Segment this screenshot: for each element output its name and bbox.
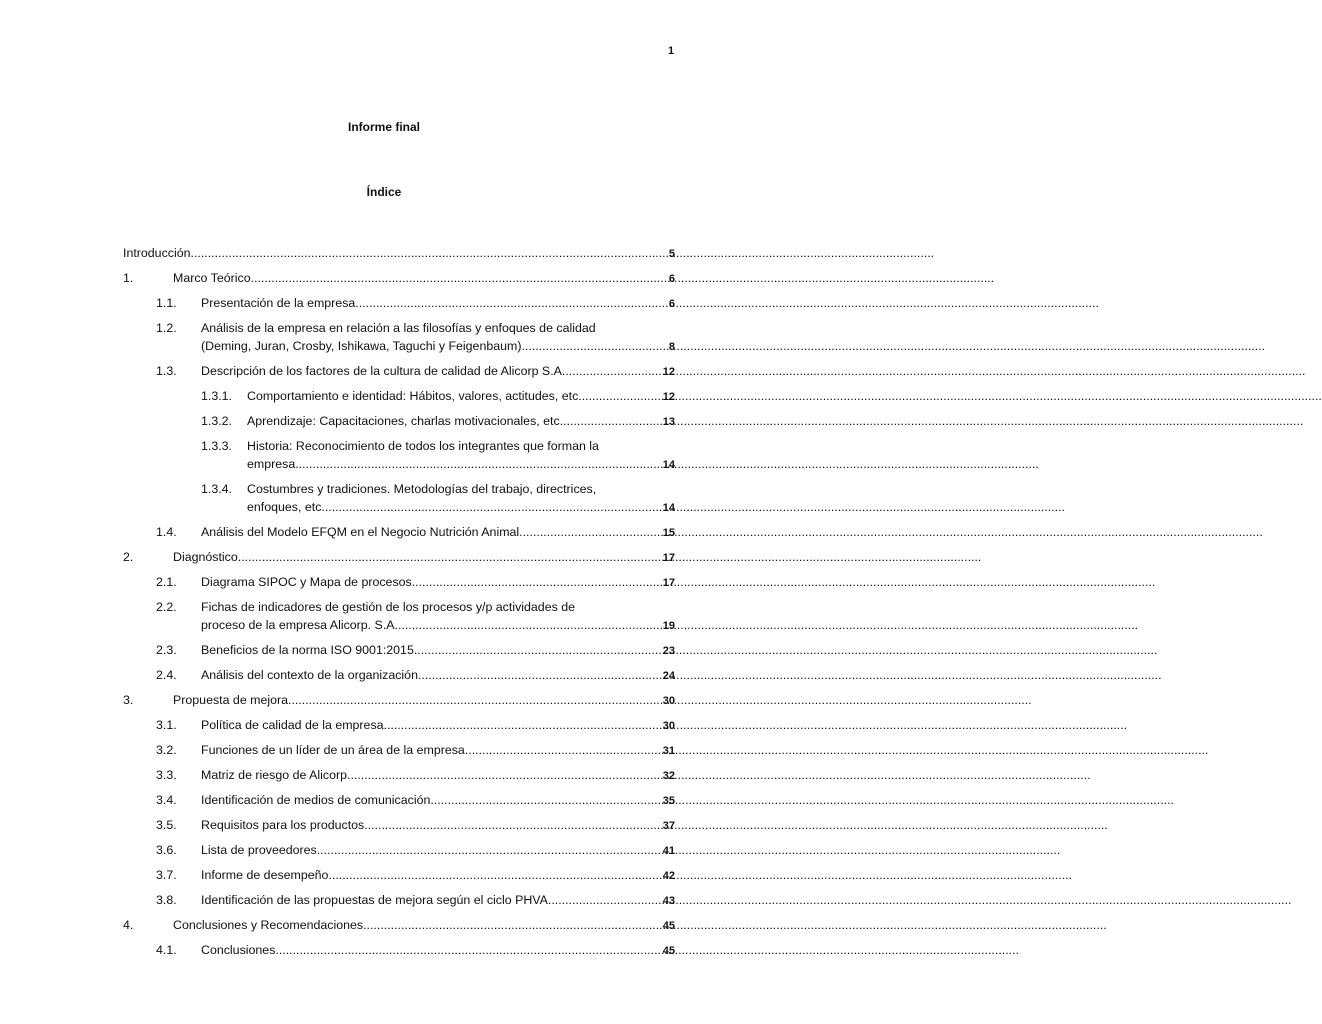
- toc-entry-title: Lista de proveedores: [201, 843, 317, 857]
- toc-entry-page: 45: [662, 920, 675, 932]
- toc-entry-page: 17: [662, 552, 675, 564]
- toc-entry-page: 5: [668, 248, 675, 260]
- toc-entry[interactable]: [123, 548, 675, 567]
- toc-entry-page: 17: [662, 577, 675, 589]
- toc-entry-title: Aprendizaje: Capacitaciones, charlas motivacionales, etc: [247, 414, 560, 428]
- toc-entry-page: 12: [662, 391, 675, 403]
- toc-entry[interactable]: [123, 841, 675, 860]
- toc-leader-dots: [412, 573, 662, 591]
- toc-entry-number: 2.2.: [156, 600, 177, 614]
- toc-entry-page: 6: [668, 298, 675, 310]
- toc-entry-title: Funciones de un líder de un área de la empresa: [201, 743, 465, 757]
- toc-leader-dots: [363, 916, 662, 934]
- table-of-contents: [123, 244, 675, 966]
- toc-entry[interactable]: [123, 866, 675, 885]
- toc-entry-number: 3.7.: [156, 868, 177, 882]
- toc-entry-number: 3.: [123, 693, 134, 707]
- toc-leader-dots: [384, 716, 662, 734]
- toc-entry-title: Informe de desempeño: [201, 868, 329, 882]
- toc-entry-title: Identificación de medios de comunicación: [201, 793, 431, 807]
- toc-entry-title: Introducción: [123, 246, 191, 260]
- toc-entry[interactable]: [123, 523, 675, 542]
- toc-entry-page: 19: [662, 620, 675, 632]
- toc-entry-page: 30: [662, 695, 675, 707]
- toc-entry-page: 6: [668, 273, 675, 285]
- toc-entry[interactable]: [123, 791, 675, 810]
- toc-leader-dots: [317, 841, 662, 859]
- toc-leader-dots: [578, 387, 661, 405]
- toc-entry-number: 1.3.4.: [201, 482, 233, 496]
- toc-entry-number: 1.1.: [156, 296, 177, 310]
- toc-entry-title: Análisis del Modelo EFQM en el Negocio Nutrición Animal: [201, 525, 520, 539]
- toc-entry[interactable]: [123, 598, 675, 635]
- toc-entry-title: Política de calidad de la empresa: [201, 718, 384, 732]
- toc-entry-page: 35: [662, 795, 675, 807]
- toc-entry-number: 3.4.: [156, 793, 177, 807]
- toc-entry-title: Análisis del contexto de la organización: [201, 668, 418, 682]
- toc-entry-title: Fichas de indicadores de gestión de los procesos y/p actividades de: [201, 600, 576, 614]
- toc-entry-title: Marco Teórico: [173, 271, 251, 285]
- toc-entry[interactable]: [123, 480, 675, 517]
- toc-entry[interactable]: [123, 269, 675, 288]
- toc-entry-title: (Deming, Juran, Crosby, Ishikawa, Taguchi y Feigenbaum): [201, 339, 522, 353]
- toc-entry[interactable]: [123, 573, 675, 592]
- toc-entry-title: Requisitos para los productos: [201, 818, 365, 832]
- toc-entry-title: Diagrama SIPOC y Mapa de procesos: [201, 575, 412, 589]
- toc-entry[interactable]: [123, 716, 675, 735]
- toc-entry-number: 3.3.: [156, 768, 177, 782]
- toc-leader-dots: [548, 891, 662, 909]
- toc-entry[interactable]: [123, 387, 675, 406]
- toc-entry[interactable]: [123, 741, 675, 760]
- toc-leader-dots: [355, 294, 668, 312]
- toc-leader-dots: [560, 412, 662, 430]
- toc-entry[interactable]: [123, 319, 675, 356]
- toc-entry-number: 1.: [123, 271, 134, 285]
- toc-leader-dots: [251, 269, 668, 287]
- toc-entry-number: 2.: [123, 550, 134, 564]
- toc-entry-title: Diagnóstico: [173, 550, 238, 564]
- toc-entry-page: 30: [662, 720, 675, 732]
- toc-leader-dots: [191, 244, 668, 262]
- toc-entry-title: enfoques, etc: [247, 500, 322, 514]
- toc-leader-dots: [328, 866, 661, 884]
- toc-entry-number: 1.2.: [156, 321, 177, 335]
- toc-entry-title: Conclusiones y Recomendaciones: [173, 918, 364, 932]
- toc-entry-number: 3.6.: [156, 843, 177, 857]
- toc-entry[interactable]: [123, 891, 675, 910]
- toc-entry-number: 2.4.: [156, 668, 177, 682]
- page-number: 1: [668, 45, 675, 57]
- toc-entry-page: 13: [662, 416, 675, 428]
- toc-leader-dots: [364, 816, 662, 834]
- toc-entry-number: 3.8.: [156, 893, 177, 907]
- toc-entry[interactable]: [123, 294, 675, 313]
- toc-entry-page: 14: [662, 459, 675, 471]
- toc-leader-dots: [521, 337, 667, 355]
- toc-heading: Índice: [366, 185, 402, 199]
- toc-entry-number: 2.1.: [156, 575, 177, 589]
- toc-entry[interactable]: [123, 666, 675, 685]
- toc-entry-page: 23: [662, 645, 675, 657]
- toc-entry-number: 2.3.: [156, 643, 177, 657]
- toc-entry[interactable]: [123, 244, 675, 263]
- toc-leader-dots: [414, 641, 662, 659]
- toc-entry[interactable]: [123, 941, 675, 960]
- toc-entry-title: Propuesta de mejora: [173, 693, 289, 707]
- toc-entry-page: 37: [662, 820, 675, 832]
- toc-entry-number: 3.5.: [156, 818, 177, 832]
- toc-entry-title: Presentación de la empresa: [201, 296, 356, 310]
- toc-entry[interactable]: [123, 816, 675, 835]
- toc-entry-number: 1.3.: [156, 364, 177, 378]
- toc-entry-page: 45: [662, 945, 675, 957]
- toc-entry[interactable]: [123, 641, 675, 660]
- toc-entry-number: 1.3.1.: [201, 389, 233, 403]
- toc-entry-page: 24: [662, 670, 675, 682]
- toc-leader-dots: [288, 691, 662, 709]
- toc-entry-page: 42: [662, 870, 675, 882]
- toc-entry-title: Análisis de la empresa en relación a las filosofías y enfoques de calidad: [201, 321, 596, 335]
- toc-entry-page: 31: [662, 745, 675, 757]
- toc-entry[interactable]: [123, 437, 675, 474]
- toc-entry-number: 1.3.2.: [201, 414, 233, 428]
- toc-entry-page: 15: [662, 527, 675, 539]
- toc-entry-number: 1.3.3.: [201, 439, 233, 453]
- toc-entry-number: 4.1.: [156, 943, 177, 957]
- toc-entry-title: Identificación de las propuestas de mejora según el ciclo PHVA: [201, 893, 548, 907]
- toc-entry-title: Comportamiento e identidad: Hábitos, valores, actitudes, etc: [247, 389, 579, 403]
- toc-entry-title: Beneficios de la norma ISO 9001:2015: [201, 643, 414, 657]
- toc-entry-title: Descripción de los factores de la cultura de calidad de Alicorp S.A: [201, 364, 562, 378]
- toc-entry[interactable]: [123, 916, 675, 935]
- toc-leader-dots: [562, 362, 662, 380]
- toc-entry[interactable]: [123, 362, 675, 381]
- toc-leader-dots: [465, 741, 662, 759]
- toc-entry[interactable]: [123, 766, 675, 785]
- toc-leader-dots: [295, 455, 662, 473]
- toc-leader-dots: [395, 616, 662, 634]
- toc-entry-number: 1.4.: [156, 525, 177, 539]
- toc-entry-title: proceso de la empresa Alicorp. S.A: [201, 618, 395, 632]
- toc-entry-number: 3.2.: [156, 743, 177, 757]
- toc-leader-dots: [321, 498, 661, 516]
- toc-entry-title: Costumbres y tradiciones. Metodologías del trabajo, directrices,: [247, 482, 597, 496]
- toc-leader-dots: [238, 548, 662, 566]
- toc-entry-page: 14: [662, 502, 675, 514]
- toc-entry-title: empresa: [247, 457, 296, 471]
- toc-entry-page: 43: [662, 895, 675, 907]
- toc-entry-number: 3.1.: [156, 718, 177, 732]
- toc-leader-dots: [430, 791, 661, 809]
- toc-entry-title: Historia: Reconocimiento de todos los integrantes que forman la: [247, 439, 599, 453]
- toc-entry-page: 32: [662, 770, 675, 782]
- toc-leader-dots: [347, 766, 662, 784]
- toc-leader-dots: [275, 941, 661, 959]
- toc-entry[interactable]: [123, 412, 675, 431]
- toc-entry-title: Matriz de riesgo de Alicorp: [201, 768, 348, 782]
- toc-entry-page: 8: [668, 341, 675, 353]
- document-title: Informe final: [347, 120, 420, 134]
- toc-leader-dots: [519, 523, 662, 541]
- toc-entry-title: Conclusiones: [201, 943, 276, 957]
- toc-entry-number: 4.: [123, 918, 134, 932]
- toc-entry-page: 12: [662, 366, 675, 378]
- toc-entry[interactable]: [123, 691, 675, 710]
- toc-leader-dots: [418, 666, 662, 684]
- toc-entry-page: 41: [662, 845, 675, 857]
